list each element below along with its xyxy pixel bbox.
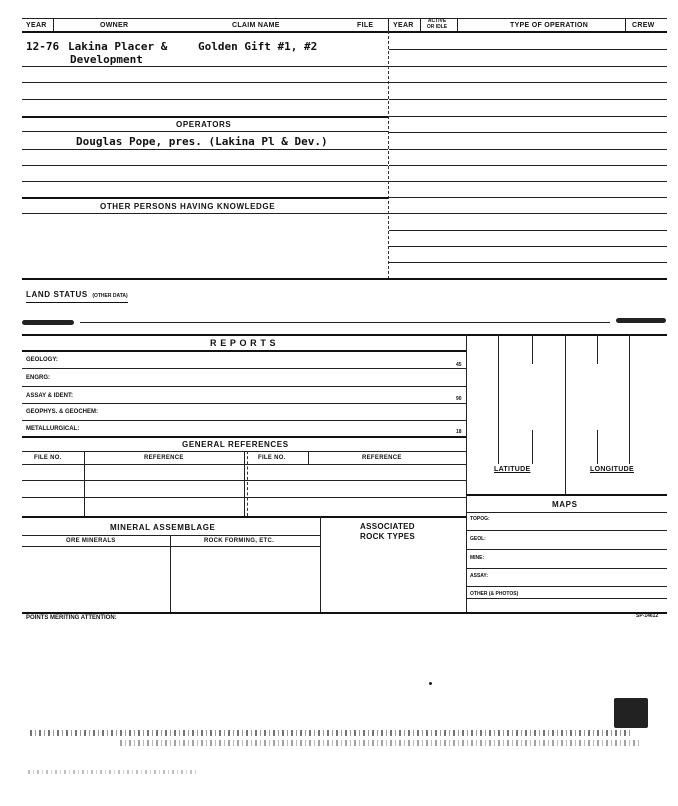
operators-title: OPERATORS [176,120,232,129]
entry-owner-line1: Lakina Placer & [68,40,168,53]
report-assay-num: 90 [456,396,462,402]
reports-title: R E P O R T S [210,338,277,348]
corner-blot [614,698,648,728]
col-or-idle: OR IDLE [426,24,448,30]
entry-owner-line2: Development [70,53,143,66]
longitude-label: LONGITUDE [590,466,634,473]
associated-label: ASSOCIATED [360,522,415,531]
rock-types-label: ROCK TYPES [360,532,416,541]
margin-smudge-left [22,320,74,325]
col-type-of-operation: TYPE OF OPERATION [510,22,589,29]
col-active: ACTIVE [427,18,447,24]
points-meriting-attention: POINTS MERITING ATTENTION: [26,615,117,621]
col-year: YEAR [26,22,47,29]
report-geophys: GEOPHYS. & GEOCHEM: [26,409,99,415]
land-status-title: LAND STATUS [26,290,88,299]
col-file-no: FILE NO. [34,455,62,461]
main-divider [388,31,389,279]
report-geology-num: 45 [456,362,462,368]
scan-noise-3 [28,770,198,774]
mineral-assemblage-title: MINERAL ASSEMBLAGE [110,523,216,532]
scan-noise-2 [120,740,640,746]
maps-title: MAPS [552,500,578,509]
map-mine: MINE: [470,555,485,561]
col-reference: REFERENCE [144,455,184,461]
map-assay: ASSAY: [470,573,489,579]
map-other-photos: OTHER (& PHOTOS) [470,591,519,597]
report-metallurgical-num: 18 [456,429,462,435]
other-persons-title: OTHER PERSONS HAVING KNOWLEDGE [100,202,276,211]
col-claim-name: CLAIM NAME [232,22,280,29]
latitude-label: LATITUDE [494,466,531,473]
col-reference-2: REFERENCE [362,455,402,461]
entry-claim: Golden Gift #1, #2 [198,40,318,53]
margin-smudge-right [616,318,666,323]
map-topog: TOPOG: [470,516,490,522]
general-references-title: GENERAL REFERENCES [182,440,289,449]
land-status-sub: (OTHER DATA) [92,293,128,299]
report-geology: GEOLOGY: [26,357,58,363]
land-status-heading [26,284,128,303]
col-crew: CREW [632,22,655,29]
entry-year: 12-76 [26,40,60,53]
report-assay-ident: ASSAY & IDENT: [26,393,74,399]
col-file-no-2: FILE NO. [258,455,286,461]
scan-noise-1 [30,730,630,736]
report-metallurgical: METALLURGICAL: [26,426,80,432]
form-code: SP-14612 [636,613,659,619]
col-file: FILE [357,22,374,29]
operators-entry: Douglas Pope, pres. (Lakina Pl & Dev.) [76,135,328,148]
dot-mark [429,682,432,685]
map-geol: GEOL: [470,536,486,542]
col-ore-minerals: ORE MINERALS [66,538,116,544]
col-owner: OWNER [100,22,129,29]
col-active-idle [422,18,452,30]
col-rock-forming: ROCK FORMING, ETC. [204,538,275,544]
report-engrg: ENGRG: [26,375,50,381]
col-year-2: YEAR [393,22,414,29]
